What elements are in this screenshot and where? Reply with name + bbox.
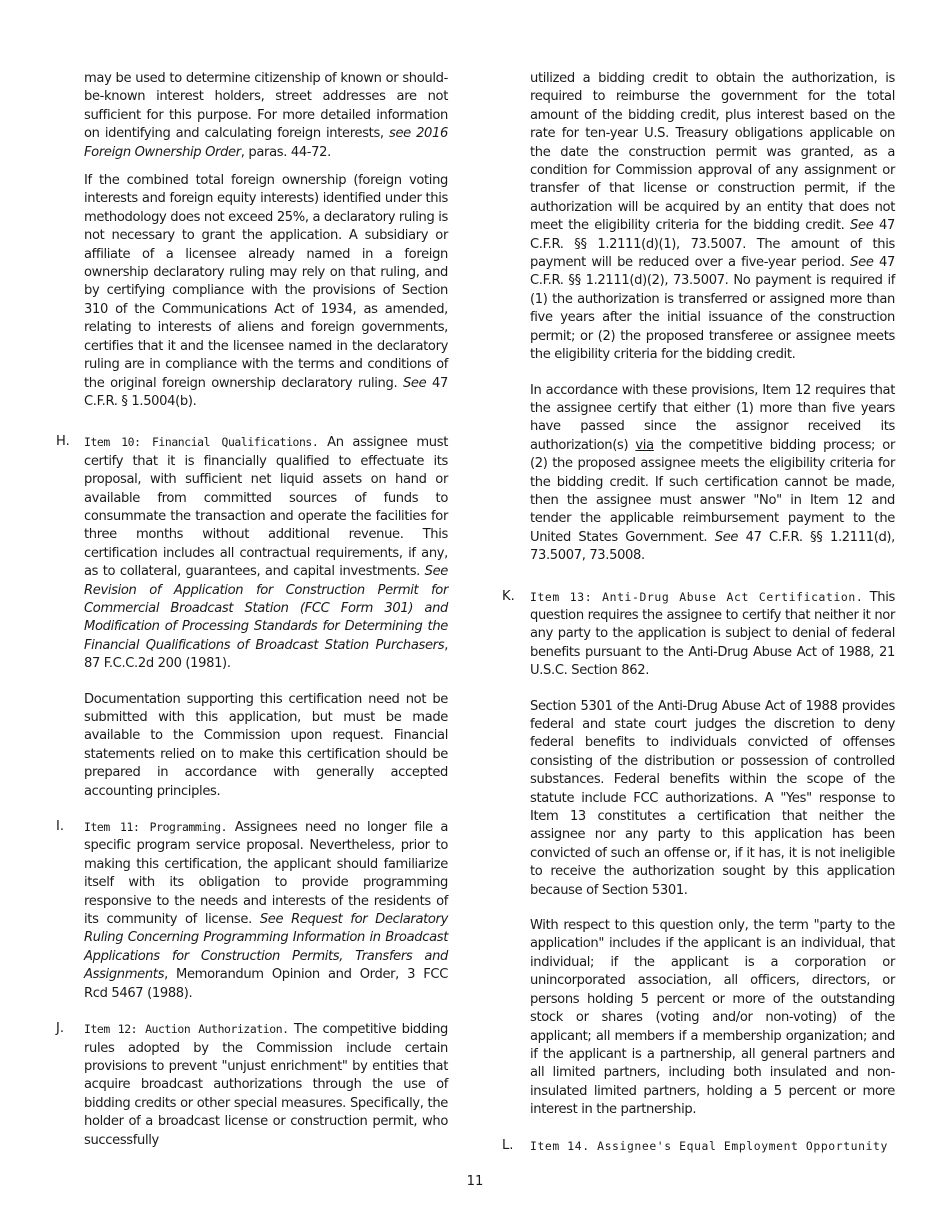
section-l-eeo: [498, 1137, 895, 1156]
section-h-documentation: Documentation supporting this certification need not be submitted with this application, but must be made available to the Commission upon request. Financial statements relied on to make this certification should be prepared in accordance with generally accepted accounting principles.: [84, 691, 448, 799]
right-column: [498, 70, 895, 1156]
section-i-programming: [52, 818, 448, 1003]
section-heading: Item 11: Programming.: [84, 820, 228, 835]
paragraph-foreign-interests: may be used to determine citizenship of known or should-be-known interest holders, street addresses are not sufficient for this purpose. For more detailed information on identifying and calculating foreign interests, see 2016 Foreign Ownership Order, paras. 44-72.: [84, 71, 448, 160]
section-i-body: Item 11: Programming. Assignees need no longer file a specific program service proposal. Nevertheless, prior to making this certification, the applicant should familiarize itself with its obligation to provide programming responsive to the needs and interests of the residents of its community of license. See Request for Declaratory Ruling Concerning Programming Information in Broadcast Applications for Construction Permits, Transfers and Assignments, Memorandum Opinion and Order, 3 FCC Rcd 5467 (1988).: [84, 820, 448, 1001]
section-letter: H.: [56, 434, 70, 450]
section-letter: L.: [502, 1137, 514, 1153]
page-number: 11: [466, 1174, 484, 1189]
section-heading: Item 12: Auction Authorization.: [84, 1022, 289, 1037]
section-k-anti-drug: [498, 588, 895, 1120]
section-j-auction-authorization: [52, 1020, 448, 1150]
section-heading: Item 14. Assignee's Equal Employment Opportunity: [530, 1138, 888, 1153]
section-heading: Item 13: Anti-Drug Abuse Act Certification.: [530, 589, 864, 604]
section-k-body: Item 13: Anti-Drug Abuse Act Certification. This question requires the assignee to certify that neither it nor any party to the application is subject to denial of federal benefits pursuant to the Anti-Drug Abuse Act of 1988, 21 U.S.C. Section 862.: [530, 589, 896, 679]
section-j-continued: utilized a bidding credit to obtain the authorization, is required to reimburse the government for the total amount of the bidding credit, plus interest based on the rate for ten-year U.S. Treasury obligations applicable on the date the construction permit was granted, as a condition for Commission approval of any assignment or transfer of that license or construction permit, if the authorization will be acquired by an entity that does not meet the eligibility criteria for the bidding credit. See 47 C.F.R. §§ 1.2111(d)(1), 73.5007. The amount of this payment will be reduced over a five-year period. See 47 C.F.R. §§ 1.2111(d)(2), 73.5007. No payment is required if (1) the authorization is transferred or assigned more than five years after the initial issuance of the construction permit; or (2) the proposed transferee or assignee meets the eligibility criteria for the bidding credit.: [530, 71, 895, 363]
section-k-section-5301: Section 5301 of the Anti-Drug Abuse Act of 1988 provides federal and state court judges the discretion to deny federal benefits to individuals convicted of offenses consisting of the distribution or possession of controlled substances. Federal benefits within the scope of the statute include FCC authorizations. A "Yes" response to Item 13 constitutes a certification that neither the assignee nor any party to this application has been convicted of such an offense or, if it has, it is not ineligible to receive the authorization sought by this application because of Section 5301.: [530, 698, 895, 898]
section-l-body: [530, 1137, 895, 1156]
section-k-party-definition: With respect to this question only, the term "party to the application" includes if the applicant is an individual, that individual; if the applicant is a corporation or unincorporated association, all officers, directors, or persons holding 5 percent or more of the outstanding stock or shares (voting and/or non-voting) of the applicant; all members if a membership organization; and if the applicant is a partnership, all general partners and all limited partners, including both insulated and non-insulated limited partners, holding a 5 percent or more interest in the partnership.: [530, 918, 895, 1118]
section-h-body: Item 10: Financial Qualifications. An assignee must certify that it is financially qualified to effectuate its proposal, with sufficient net liquid assets on hand or available from committed sources of funds to consummate the transaction and operate the facilities for three months without additional revenue. This certification includes all contractual requirements, if any, as to collateral, guarantees, and capital investments. See Revision of Application for Construction Permit for Commercial Broadcast Station (FCC Form 301) and Modification of Processing Standards for Determining the Financial Qualifications of Broadcast Station Purchasers, 87 F.C.C.2d 200 (1981).: [84, 435, 448, 672]
paragraph-declaratory-ruling: If the combined total foreign ownership (foreign voting interests and foreign equity interests) identified under this methodology does not exceed 25%, a declaratory ruling is not necessary to grant the application. A subsidiary or affiliate of a licensee already named in a foreign ownership declaratory ruling may rely on that ruling, and by certifying compliance with the provisions of Section 310 of the Communications Act of 1934, as amended, relating to interests of aliens and foreign governments, certifies that it and the licensee named in the declaratory ruling are in compliance with the terms and conditions of the original foreign ownership declaratory ruling. See 47 C.F.R. § 1.5004(b).: [84, 173, 448, 409]
section-letter: I.: [56, 819, 65, 835]
section-letter: J.: [56, 1021, 65, 1037]
section-j-body: Item 12: Auction Authorization. The competitive bidding rules adopted by the Commission include certain provisions to prevent "unjust enrichment" by entities that acquire broadcast authorizations through the use of bidding credits or other special measures. Specifically, the holder of a broadcast license or construction permit, who successfully: [84, 1022, 448, 1148]
section-j-provisions: In accordance with these provisions, Item 12 requires that the assignee certify that either (1) more than five years have passed since the assignor received its authorization(s) via the competitive bidding process; or (2) the proposed assignee meets the eligibility criteria for the bidding credit. If such certification cannot be made, then the assignee must answer "No" in Item 12 and tender the applicable reimbursement payment to the United States Government. See 47 C.F.R. §§ 1.2111(d), 73.5007, 73.5008.: [530, 382, 895, 564]
section-heading: Item 10: Financial Qualifications.: [84, 435, 319, 450]
section-h-financial-qualifications: [52, 433, 448, 801]
section-letter: K.: [502, 588, 515, 604]
left-column: [52, 70, 448, 1150]
